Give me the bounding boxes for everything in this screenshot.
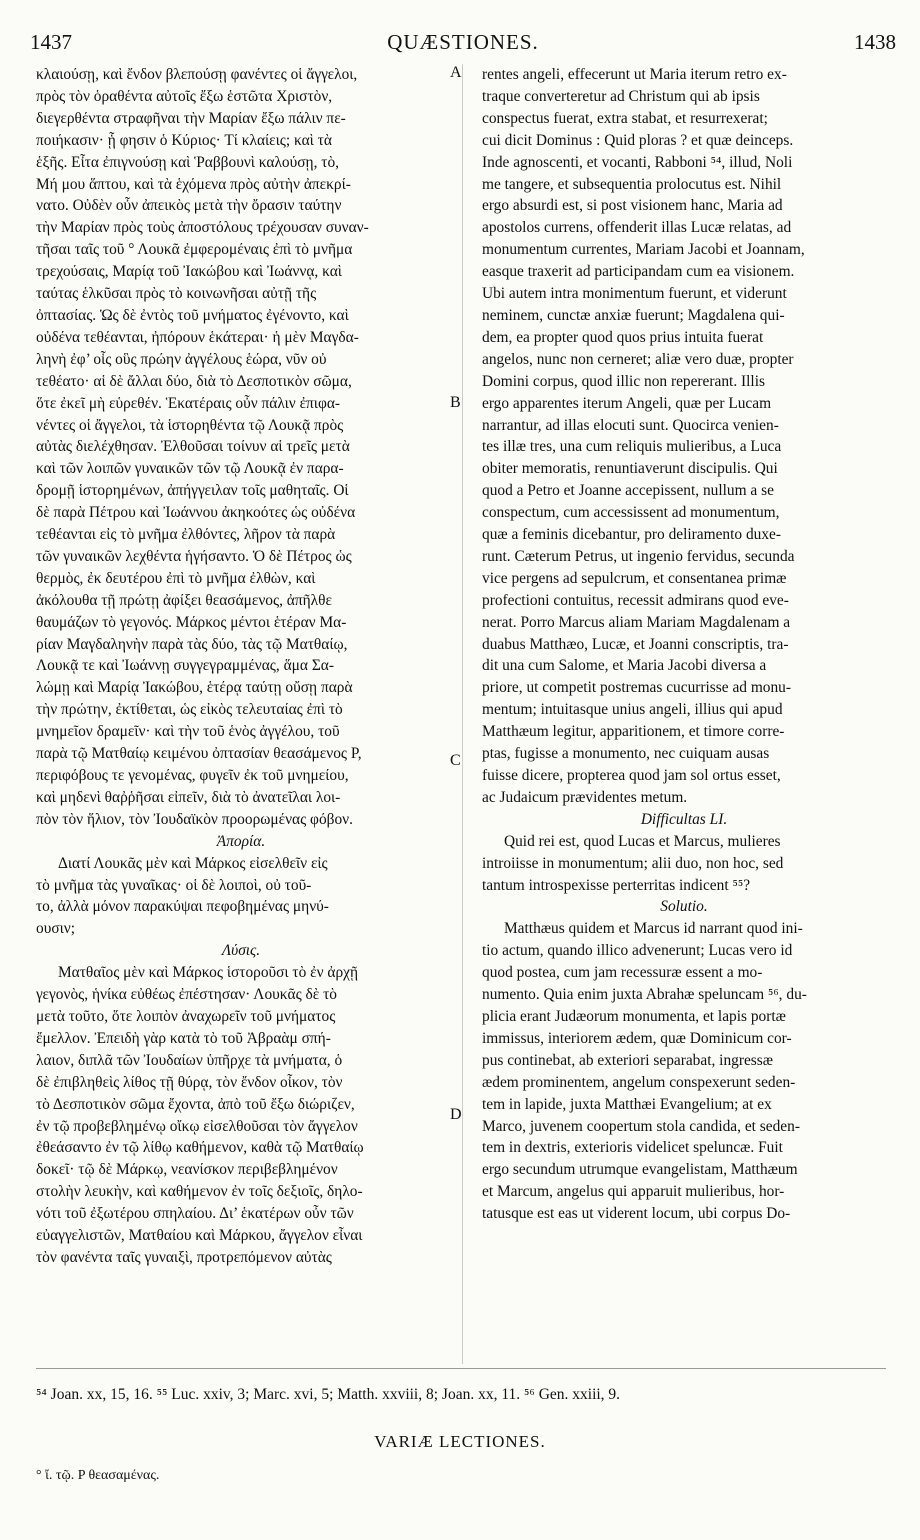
text-line: tem in lapide, juxta Matthæi Evangelium; at ex (482, 1095, 772, 1113)
text-line: narrantur, ad illas elocuti sunt. Quocirca venien- (482, 416, 779, 434)
text-line: καὶ τῶν λοιπῶν γυναικῶν τῶν τῷ Λουκᾷ ἐν παρα- (36, 460, 344, 478)
text-line: ἔμελλον. Ἐπειδὴ γὰρ κατὰ τὸ τοῦ Ἀβραὰμ σπή- (36, 1029, 331, 1047)
text-line: θερμὸς, ἐκ δευτέρου ἐπὶ τὸ μνῆμα ἐλθὼν, καὶ (36, 569, 316, 587)
text-line: τὸ μνῆμα τὰς γυναῖκας· οἱ δὲ λοιποὶ, οὐ τοῦ- (36, 876, 312, 894)
text-line: Matthæus quidem et Marcus id narrant quod ini- (504, 920, 803, 938)
greek-rubric-aporia: Ἀπορία. (216, 832, 266, 850)
text-line: τεθέατο· αἱ δὲ ἄλλαι δύο, διὰ τὸ Δεσποτικὸν σῶμα, (36, 372, 352, 390)
text-line: Matthæum legitur, apparitionem, et timore corre- (482, 723, 785, 741)
text-line: διεγερθέντα στραφῆναι τὴν Μαρίαν ἔξω πάλιν πε- (36, 109, 346, 127)
text-line: ταύτας ἑλκῦσαι πρὸς τὸ κοινωνῆσαι αὐτῇ τῆς (36, 285, 317, 303)
text-line: Λουκᾷ τε καὶ Ἰωάννῃ συγγεγραμμένας, ἅμα Σα- (36, 657, 334, 675)
latin-solution-text (482, 918, 886, 1225)
text-line: πρὸς τὸν ὁραθέντα αὐτοῖς ἔξω ἑστῶτα Χριστὸν, (36, 87, 333, 105)
text-line: ptas, fugisse a monumento, nec cuiquam ausas (482, 745, 770, 763)
page-title: QUÆSTIONES. (387, 30, 539, 54)
column-separator (462, 64, 463, 1364)
margin-marker-b: B (450, 394, 461, 411)
text-line: πὸν τὸν ἥλιον, τὸν Ἰουδαϊκὸν προορωμένας φόβον. (36, 810, 353, 828)
text-line: ουσιν; (36, 920, 75, 938)
text-line: οὐδένα τεθέανται, ἠπόρουν ἑκάτεραι· ἡ μὲν Μαγδα- (36, 328, 359, 346)
footnotes: ⁵⁴ Joan. xx, 15, 16. ⁵⁵ Luc. xxiv, 3; Marc. xvi, 5; Matth. xxviii, 8; Joan. xx, 11. ⁵⁶ Gen. xxiii, 9. (36, 1386, 621, 1403)
text-line: angelos, nunc non cerneret; aliæ vero duæ, propter (482, 350, 794, 368)
text-line: runt. Cæterum Petrus, ut ingenio fervidus, secunda (482, 547, 795, 565)
text-line: apostolos currens, offenderit illas Lucæ relatas, ad (482, 219, 792, 237)
text-line: et Marcum, angelus qui apparuit mulieribus, hor- (482, 1183, 785, 1201)
greek-rubric-lysis: Λύσις. (221, 942, 261, 960)
page-header (30, 30, 896, 64)
text-line: δοκεῖ· τῷ δὲ Μάρκῳ, νεανίσκον περιβεβλημένον (36, 1161, 338, 1179)
latin-main-text (482, 64, 886, 809)
text-line: plicia erant Judæorum monumenta, et lapis portæ (482, 1007, 786, 1025)
text-line: εὐαγγελιστῶν, Ματθαίου καὶ Μάρκου, ἄγγελον εἶναι (36, 1227, 363, 1245)
text-line: ædem prominentem, angelum conspexerunt seden- (482, 1073, 796, 1091)
margin-marker-c: C (450, 752, 461, 769)
text-line: τὴν πρώτην, ἐκτίθεται, ὡς εἰκὸς τελευταίας ἐπὶ τὸ (36, 701, 343, 719)
text-line: μνημεῖον δραμεῖν· καὶ τὴν τοῦ ἑνὸς ἀγγέλου, τοῦ (36, 723, 340, 741)
text-line: immissus, interiorem ædem, quæ Dominicum cor- (482, 1029, 792, 1047)
text-line: ληνὴ ἐφ’ οἷς οὓς πρώην ἀγγέλους ἑώρα, νῦν οὐ (36, 350, 327, 368)
text-line: περιφόβους τε γενομένας, φυγεῖν ἐκ τοῦ μνημείου, (36, 767, 349, 784)
greek-solution-text (36, 962, 446, 1269)
page-number-right: 1438 (854, 30, 896, 54)
greek-column (36, 64, 446, 1269)
page-number-left: 1437 (30, 30, 72, 54)
text-line: ergo apparentes iterum Angeli, quæ per Lucam (482, 394, 772, 412)
text-line: tes illæ tres, una cum reliquis mulieribus, a Luca (482, 438, 782, 456)
text-line: ac Judaicum prævidentes metum. (482, 788, 688, 806)
text-line: το, ἀλλὰ μόνον παρακύψαι πεφοβημένας μηνύ- (36, 898, 329, 916)
text-line: traque converteretur ad Christum qui ab ipsis (482, 87, 760, 105)
text-line: παρὰ τῷ Ματθαίῳ κειμένου ὀπτασίαν θεασάμενος P, (36, 745, 362, 763)
text-line: tantum introspexisse perterritas indicent ⁵⁵? (482, 876, 751, 894)
text-line: fuisse dicere, propterea quod jam sol ortus esset, (482, 767, 781, 784)
text-line: tem in dextris, exterioris videlicet speluncæ. Fuit (482, 1139, 783, 1157)
text-line: ὅτε ἐκεῖ μὴ εὑρεθέν. Ἑκατέραις οὖν πάλιν ἐπιφα- (36, 394, 341, 412)
text-line: monumentum currentes, Mariam Jacobi et Joannam, (482, 241, 805, 259)
text-line: ἐθεάσαντο ἐν τῷ λίθῳ καθήμενον, καθὰ τῷ Ματθαίῳ (36, 1139, 364, 1157)
text-line: τὴν Μαρίαν πρὸς τοὺς ἀποστόλους τρέχουσαν συναν- (36, 219, 369, 237)
margin-marker-d: D (450, 1106, 462, 1123)
text-line: neminem, cunctæ anxiæ fuerunt; Magdalena qui- (482, 306, 785, 324)
text-line: δὲ παρὰ Πέτρου καὶ Ἰωάννου ἀκηκοότες ὡς οὐδένα (36, 504, 356, 522)
text-line: δὲ ἐπιβληθεὶς λίθος τῇ θύρᾳ, τὸν ἔνδον οἶκον, τὸν (36, 1073, 343, 1091)
text-line: δρομῇ ἱστορημένων, ἀπήγγειλαν τοῖς μαθηταῖς. Οἱ (36, 482, 349, 500)
text-line: τῶν γυναικῶν λεχθέντα ἡγήσαντο. Ὁ δὲ Πέτρος ὡς (36, 547, 352, 565)
text-line: ἑξῆς. Εἶτα ἐπιγνούσῃ καὶ Ῥαββουνὶ καλούσῃ, τὸ, (36, 153, 340, 171)
text-line: numento. Quia enim juxta Abrahæ speluncam ⁵⁶, du- (482, 986, 807, 1004)
footnote-rule (36, 1368, 886, 1369)
text-line: profectioni contuitus, recessit admirans quod eve- (482, 591, 789, 609)
text-line: vice pergens ad sepulcrum, et consentanea primæ (482, 569, 787, 587)
text-line: αὐτὰς διελέχθησαν. Ἐλθοῦσαι τοίνυν αἱ τρεῖς μετὰ (36, 438, 350, 456)
text-line: tio actum, quando illico advenerunt; Lucas vero id (482, 942, 793, 960)
text-line: τεθέανται εἰς τὸ μνῆμα ἐλθόντες, λῆρον τὰ παρὰ (36, 526, 336, 544)
text-line: λώμῃ καὶ Μαρίᾳ Ἰακώβου, ἑτέρᾳ ταύτῃ οὔσῃ παρὰ (36, 679, 353, 697)
text-line: νατο. Οὐδὲν οὖν ἀπεικὸς μετὰ τὴν ὄρασιν ταύτην (36, 197, 342, 215)
text-line: conspectum, cum accessissent ad monumentum, (482, 504, 780, 522)
text-line: Inde agnoscenti, et vocanti, Rabboni ⁵⁴, illud, Noli (482, 153, 793, 171)
text-line: ρίαν Μαγδαληνὴν παρὰ τὰς δύο, τὰς τῷ Ματθαίῳ, (36, 635, 348, 653)
text-line: Ματθαῖος μὲν καὶ Μάρκος ἱστοροῦσι τὸ ἐν ἀρχῇ (58, 964, 359, 982)
text-line: τὸ Δεσποτικὸν σῶμα ἔχοντα, ἀπὸ τοῦ ἔξω διώριζεν, (36, 1095, 355, 1113)
text-line: easque traxerit ad participandam cum ea visionem. (482, 263, 795, 281)
variae-lectiones-title: VARIÆ LECTIONES. (374, 1432, 546, 1451)
text-line: Domini corpus, quod illic non repererant. Illis (482, 372, 765, 390)
text-line: introiisse in monumentum; alii duo, non hoc, sed (482, 854, 784, 872)
text-line: rentes angeli, effecerunt ut Maria iterum retro ex- (482, 66, 787, 83)
text-line: dit una cum Salome, et Maria Jacobi diversa a (482, 657, 767, 675)
latin-column (482, 64, 886, 1225)
margin-marker-a: A (450, 64, 462, 81)
greek-question-text (36, 853, 446, 941)
text-line: λαιον, διπλᾶ τῶν Ἰουδαίων ὑπῆρχε τὰ μνήματα, ὁ (36, 1051, 343, 1069)
text-line: νέντες οἱ ἄγγελοι, τὰ ἱστορηθέντα τῷ Λουκᾷ πρὸς (36, 416, 344, 434)
text-line: pus continebat, ab exteriori separabat, ingressæ (482, 1051, 774, 1069)
text-line: duabus Matthæo, Lucæ, et Joanni conscriptis, tra- (482, 635, 789, 653)
text-line: Ubi autem intra monimentum fuerunt, et viderunt (482, 285, 787, 303)
text-line: quod a Petro et Joanne accepissent, nullum a se (482, 482, 774, 500)
text-line: Διατί Λουκᾶς μὲν καὶ Μάρκος εἰσελθεῖν εἰς (58, 854, 328, 872)
text-line: Quid rei est, quod Lucas et Marcus, mulieres (504, 832, 781, 850)
text-line: ποιήκασιν· ᾗ φησιν ὁ Κύριος· Τί κλαίεις; καὶ τὰ (36, 131, 332, 149)
text-line: conspectus fuerat, extra stabat, et resurrexerat; (482, 109, 768, 127)
text-line: στολὴν λευκὴν, καὶ καθήμενον ἐν τοῖς δεξιοῖς, δηλο- (36, 1183, 363, 1201)
text-line: dem, ea propter quod quos prius intuita fuerat (482, 328, 764, 346)
text-line: ergo secundum utrumque evangelistam, Matthæum (482, 1161, 798, 1179)
text-line: ἀκόλουθα τῇ πρώτῃ ἀφίξει θεασάμενος, ἀπῆλθε (36, 591, 332, 609)
text-line: γεγονὸς, ἡνίκα εὐθέως ἐπέστησαν· Λουκᾶς δὲ τὸ (36, 986, 337, 1004)
text-line: mentum; intuitasque unius angeli, illius qui apud (482, 701, 783, 719)
text-line: quæ a feminis dicebantur, pro deliramento duxe- (482, 526, 781, 544)
text-line: τὸν φανέντα ταῖς γυναιξὶ, προτρεπόμενον αὐτὰς (36, 1248, 332, 1266)
text-line: θαυμάζων τὸ γεγονός. Μάρκος μέντοι ἑτέραν Μα- (36, 613, 347, 631)
text-line: tatusque est eas ut viderent locum, ubi corpus Do- (482, 1205, 791, 1223)
text-line: me tangere, et subsequentia prolocutus est. Nihil (482, 175, 782, 193)
text-line: priore, ut competit postremas cucurrisse ad monu- (482, 679, 792, 697)
text-line: quod postea, cum jam recessuræ essent a mo- (482, 964, 763, 982)
text-line: ὀπτασίας. Ὡς δὲ ἐντὸς τοῦ μνήματος ἐγένοντο, καὶ (36, 306, 349, 324)
text-line: Μή μου ἅπτου, καὶ τὰ ἑχόμενα πρὸς αὐτὴν ἀπεκρί- (36, 175, 351, 193)
variae-lectiones-notes: ° ἴ. τῷ. P θεασαμένας. (36, 1468, 160, 1483)
text-line: nerat. Porro Marcus aliam Mariam Magdalenam a (482, 613, 791, 631)
text-line: ἐν τῷ προβεβλημένῳ οἴκῳ εἰσελθοῦσαι τὸν ἄγγελον (36, 1117, 358, 1135)
greek-main-text (36, 64, 446, 831)
text-line: νότι τοῦ ἐξωτέρου σπηλαίου. Δι’ ἑκατέρων οὖν τῶν (36, 1205, 354, 1223)
text-line: μετὰ τοῦτο, ὅτε λοιπὸν ἀναχωρεῖν τοῦ μνήματος (36, 1007, 336, 1025)
text-line: ergo absurdi est, si post visionem hanc, Maria ad (482, 197, 783, 215)
text-line: τρεχούσαις, Μαρίᾳ τοῦ Ἰακώβου καὶ Ἰωάννᾳ, καὶ (36, 263, 342, 281)
text-line: obiter memoratis, renuntiaverunt discipulis. Qui (482, 460, 778, 478)
latin-rubric-solutio: Solutio. (660, 898, 708, 916)
text-line: κλαιούσῃ, καὶ ἔνδον βλεπούσῃ φανέντες οἱ ἄγγελοι, (36, 66, 358, 83)
text-line: cui dicit Dominus : Quid ploras ? et quæ deinceps. (482, 131, 794, 149)
latin-rubric-difficultas: Difficultas LI. (640, 810, 728, 828)
text-line: τῆσαι ταῖς τοῦ ° Λουκᾶ ἐμφερομέναις ἐπὶ τὸ μνῆμα (36, 241, 353, 259)
latin-question-text (482, 831, 886, 897)
text-line: Marco, juvenem coopertum stola candida, et seden- (482, 1117, 800, 1135)
text-line: καὶ μηδενὶ θαῤῥῆσαι εἰπεῖν, διὰ τὸ ἀνατεῖλαι λοι- (36, 788, 341, 806)
